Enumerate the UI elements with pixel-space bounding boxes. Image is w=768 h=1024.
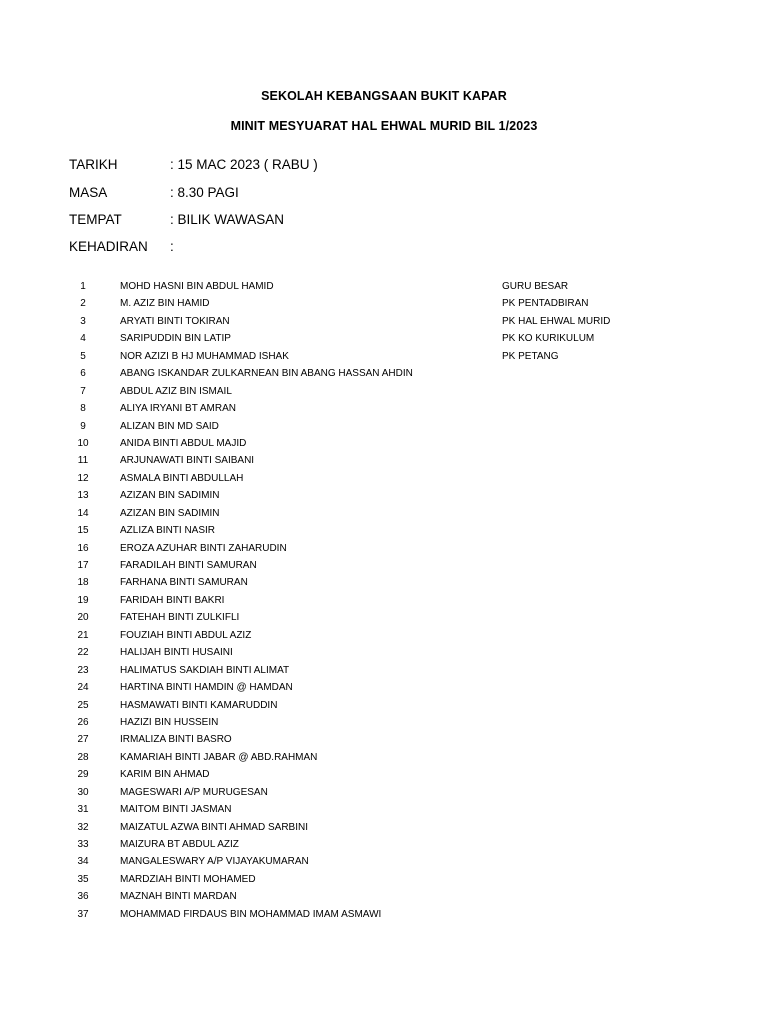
attendee-number: 11 — [77, 455, 89, 467]
attendee-name: HALIJAH BINTI HUSAINI — [120, 647, 233, 659]
minutes-title: MINIT MESYUARAT HAL EHWAL MURID BIL 1/2023 — [230, 119, 538, 133]
attendee-role: PK HAL EHWAL MURID — [502, 315, 611, 327]
attendee-number: 12 — [77, 472, 89, 484]
attendee-row — [0, 402, 768, 419]
attendee-row — [0, 315, 768, 332]
attendee-number: 9 — [80, 420, 86, 432]
attendee-name: ASMALA BINTI ABDULLAH — [120, 472, 244, 484]
attendee-number: 19 — [77, 594, 89, 606]
attendee-name: AZIZAN BIN SADIMIN — [120, 507, 220, 519]
attendee-name: HASMAWATI BINTI KAMARUDDIN — [120, 699, 278, 711]
attendee-row — [0, 733, 768, 750]
attendee-row — [0, 489, 768, 506]
time-value: : 8.30 PAGI — [170, 185, 239, 200]
venue-value: : BILIK WAWASAN — [170, 212, 285, 227]
attendee-name: ALIZAN BIN MD SAID — [120, 420, 219, 432]
attendee-name: AZLIZA BINTI NASIR — [120, 525, 216, 537]
attendee-number: 3 — [80, 315, 86, 327]
attendee-name: HAZIZI BIN HUSSEIN — [120, 716, 219, 728]
attendee-number: 6 — [80, 368, 86, 380]
attendee-number: 24 — [77, 682, 89, 694]
attendee-number: 10 — [77, 437, 89, 449]
attendee-number: 16 — [77, 542, 89, 554]
attendee-name: FOUZIAH BINTI ABDUL AZIZ — [120, 629, 252, 641]
attendee-number: 34 — [77, 856, 89, 868]
attendee-row — [0, 908, 768, 925]
attendee-row — [0, 768, 768, 785]
attendee-row — [0, 803, 768, 820]
attendee-row — [0, 699, 768, 716]
attendee-name: ABANG ISKANDAR ZULKARNEAN BIN ABANG HASSAN AHDIN — [120, 368, 413, 380]
attendee-number: 27 — [77, 734, 89, 746]
attendee-row — [0, 559, 768, 576]
attendee-name: AZIZAN BIN SADIMIN — [120, 490, 220, 502]
attendee-name: ARYATI BINTI TOKIRAN — [120, 315, 230, 327]
attendee-row — [0, 297, 768, 314]
attendee-row — [0, 629, 768, 646]
attendee-name: FATEHAH BINTI ZULKIFLI — [120, 612, 240, 624]
attendee-number: 5 — [80, 350, 86, 362]
attendee-row — [0, 507, 768, 524]
attendee-number: 29 — [77, 769, 89, 781]
attendee-number: 2 — [80, 298, 86, 310]
attendee-role: PK KO KURIKULUM — [502, 333, 595, 345]
attendee-row — [0, 855, 768, 872]
attendee-row — [0, 332, 768, 349]
date-value: : 15 MAC 2023 ( RABU ) — [170, 157, 318, 172]
attendee-number: 21 — [77, 629, 89, 641]
attendee-number: 35 — [77, 873, 89, 885]
attendee-number: 36 — [77, 891, 89, 903]
attendee-name: MAITOM BINTI JASMAN — [120, 804, 232, 816]
attendee-number: 23 — [77, 664, 89, 676]
attendee-row — [0, 437, 768, 454]
attendee-name: FARADILAH BINTI SAMURAN — [120, 560, 257, 571]
attendee-row — [0, 385, 768, 402]
attendee-name: ANIDA BINTI ABDUL MAJID — [120, 437, 247, 449]
attendee-number: 30 — [77, 786, 89, 798]
attendee-number: 14 — [77, 507, 89, 519]
attendee-name: FARIDAH BINTI BAKRI — [120, 594, 225, 606]
attendee-name: KAMARIAH BINTI JABAR @ ABD.RAHMAN — [120, 751, 318, 763]
attendee-row — [0, 611, 768, 628]
attendee-name: ALIYA IRYANI BT AMRAN — [120, 403, 236, 415]
attendee-role: PK PETANG — [502, 350, 559, 362]
attendance-label: KEHADIRAN — [69, 239, 148, 254]
attendee-name: ABDUL AZIZ BIN ISMAIL — [120, 385, 232, 397]
attendee-number: 8 — [80, 403, 86, 415]
attendee-name: M. AZIZ BIN HAMID — [120, 298, 210, 310]
attendee-name: MAIZURA BT ABDUL AZIZ — [120, 839, 239, 850]
attendee-number: 20 — [77, 612, 89, 624]
attendee-row — [0, 367, 768, 384]
attendee-number: 22 — [77, 647, 89, 659]
attendee-row — [0, 821, 768, 838]
attendee-name: HARTINA BINTI HAMDIN @ HAMDAN — [120, 682, 293, 694]
attendee-number: 25 — [77, 699, 89, 711]
school-title: SEKOLAH KEBANGSAAN BUKIT KAPAR — [261, 89, 507, 103]
attendee-number: 17 — [77, 560, 89, 571]
attendee-row — [0, 594, 768, 611]
attendee-number: 33 — [77, 839, 89, 850]
attendee-name: MAGESWARI A/P MURUGESAN — [120, 786, 268, 798]
attendee-number: 18 — [77, 577, 89, 589]
attendee-row — [0, 576, 768, 593]
attendee-row — [0, 716, 768, 733]
attendee-name: HALIMATUS SAKDIAH BINTI ALIMAT — [120, 664, 290, 676]
date-label: TARIKH — [69, 157, 118, 172]
attendee-row — [0, 751, 768, 768]
time-label: MASA — [69, 185, 108, 200]
attendee-row — [0, 542, 768, 559]
attendee-number: 31 — [77, 804, 89, 816]
attendance-value: : — [170, 239, 174, 254]
attendee-number: 1 — [80, 281, 86, 292]
attendee-row — [0, 420, 768, 437]
attendee-name: ARJUNAWATI BINTI SAIBANI — [120, 455, 255, 467]
attendee-row — [0, 664, 768, 681]
attendee-name: MAZNAH BINTI MARDAN — [120, 891, 237, 903]
attendee-number: 26 — [77, 716, 89, 728]
attendee-number: 7 — [80, 385, 86, 397]
attendee-row — [0, 524, 768, 541]
attendee-row — [0, 681, 768, 698]
attendee-number: 13 — [77, 490, 89, 502]
attendee-number: 37 — [77, 908, 89, 920]
attendee-name: NOR AZIZI B HJ MUHAMMAD ISHAK — [120, 350, 289, 362]
attendee-row — [0, 873, 768, 890]
attendee-row — [0, 838, 768, 855]
attendee-number: 15 — [77, 525, 89, 537]
attendee-name: MOHD HASNI BIN ABDUL HAMID — [120, 281, 274, 292]
attendee-row — [0, 786, 768, 803]
attendee-row — [0, 454, 768, 471]
attendee-row — [0, 890, 768, 907]
attendee-name: MANGALESWARY A/P VIJAYAKUMARAN — [120, 856, 309, 868]
attendee-name: FARHANA BINTI SAMURAN — [120, 577, 248, 589]
attendee-name: MOHAMMAD FIRDAUS BIN MOHAMMAD IMAM ASMAWI — [120, 908, 382, 920]
attendee-row — [0, 646, 768, 663]
attendee-row — [0, 472, 768, 489]
attendee-name: SARIPUDDIN BIN LATIP — [120, 333, 231, 345]
attendance-list — [0, 280, 768, 925]
attendee-row — [0, 350, 768, 367]
attendee-name: MARDZIAH BINTI MOHAMED — [120, 873, 256, 885]
attendee-name: EROZA AZUHAR BINTI ZAHARUDIN — [120, 542, 287, 554]
attendee-number: 28 — [77, 751, 89, 763]
attendee-role: PK PENTADBIRAN — [502, 298, 589, 310]
attendee-row — [0, 280, 768, 297]
attendee-number: 4 — [80, 333, 86, 345]
attendee-name: MAIZATUL AZWA BINTI AHMAD SARBINI — [120, 821, 308, 833]
venue-label: TEMPAT — [69, 212, 122, 227]
attendee-role: GURU BESAR — [502, 281, 569, 292]
attendee-name: KARIM BIN AHMAD — [120, 769, 210, 781]
attendee-number: 32 — [77, 821, 89, 833]
attendee-name: IRMALIZA BINTI BASRO — [120, 734, 232, 746]
